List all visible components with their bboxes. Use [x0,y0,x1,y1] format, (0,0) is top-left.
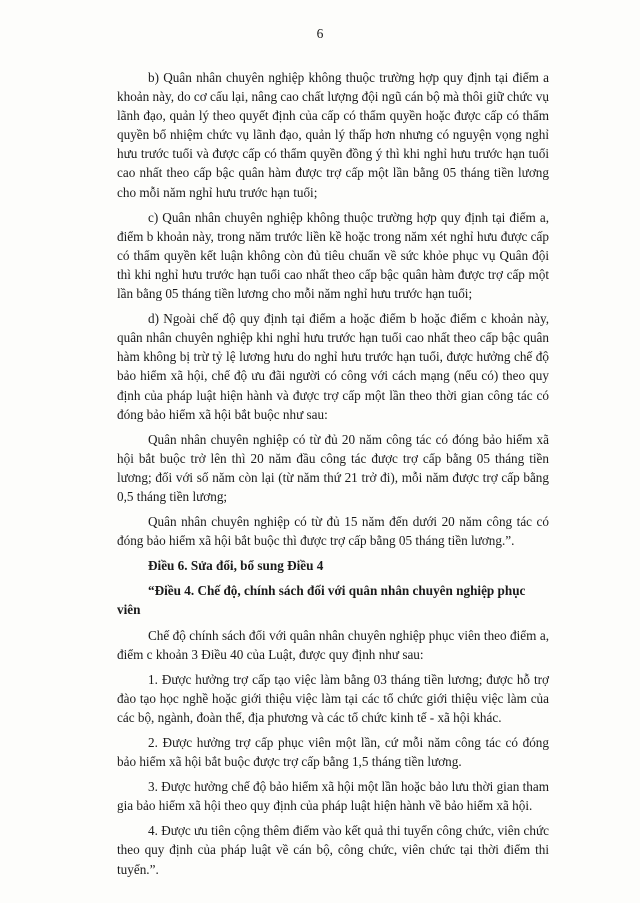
article-4-heading: “Điều 4. Chế độ, chính sách đối với quân nhân chuyên nghiệp phục viên [117,583,526,618]
paragraph-d: d) Ngoài chế độ quy định tại điểm a hoặc điểm b hoặc điểm c khoản này, quân nhân chuyên nghiệp khi nghỉ hưu trước hạn tuổi cao nhất theo cấp bậc quân hàm không bị trừ tỷ lệ lương hưu do nghỉ hưu trước hạn tuổi, được hưởng chế độ bảo hiểm xã hội, chế độ ưu đãi người có công với cách mạng (nếu có) theo quy định của pháp luật hiện hành và được trợ cấp một lần theo thời gian công tác có đóng bảo hiểm xã hội bắt buộc như sau: [117,311,549,422]
article-4-item-1: 1. Được hưởng trợ cấp tạo việc làm bằng 03 tháng tiền lương; được hỗ trợ đào tạo học nghề hoặc giới thiệu việc làm tại các tổ chức giới thiệu việc làm của các bộ, ngành, đoàn thể, địa phương và các tổ chức kinh tế - xã hội khác. [117,671,549,725]
article-4-item-3: 3. Được hưởng chế độ bảo hiểm xã hội một lần hoặc bảo lưu thời gian tham gia bảo hiểm xã hội theo quy định của pháp luật hiện hành về bảo hiểm xã hội. [117,779,549,814]
article-6-heading: Điều 6. Sửa đổi, bổ sung Điều 4 [148,558,324,574]
paragraph-b: b) Quân nhân chuyên nghiệp không thuộc trường hợp quy định tại điểm a khoản này, do cơ cấu lại, nâng cao chất lượng đội ngũ cán bộ mà thôi giữ chức vụ lãnh đạo, quản lý theo quyết định của cấp có thẩm quyền hoặc được cấp có thẩm quyền bổ nhiệm chức vụ lãnh đạo, quản lý thấp hơn nhưng có nguyện vọng nghỉ hưu trước tuổi và được cấp có thẩm quyền đồng ý thì khi nghỉ hưu trước hạn tuổi cao nhất theo cấp bậc quân hàm được trợ cấp một lần bằng 05 tháng tiền lương cho mỗi năm nghỉ hưu trước hạn tuổi; [117,70,549,200]
article-4-intro: Chế độ chính sách đối với quân nhân chuyên nghiệp phục viên theo điểm a, điểm c khoản 3 Điều 40 của Luật, được quy định như sau: [117,627,549,662]
page-number: 6 [316,26,324,41]
paragraph-d-sub-2: Quân nhân chuyên nghiệp có từ đủ 15 năm đến dưới 20 năm công tác có đóng bảo hiểm xã hội bắt buộc thì được trợ cấp bằng 05 tháng tiền lương.”. [117,514,549,549]
article-4-item-2: 2. Được hưởng trợ cấp phục viên một lần, cứ mỗi năm công tác có đóng bảo hiểm xã hội bắt buộc được trợ cấp bằng 1,5 tháng tiền lương. [117,735,549,770]
paragraph-c: c) Quân nhân chuyên nghiệp không thuộc trường hợp quy định tại điểm a, điểm b khoản này, trong năm trước liền kề hoặc trong năm xét nghỉ hưu được cấp có thẩm quyền kết luận không còn đủ tiêu chuẩn về sức khỏe phục vụ Quân đội thì khi nghỉ hưu trước hạn tuổi cao nhất theo cấp bậc quân hàm được trợ cấp một lần bằng 05 tháng tiền lương cho mỗi năm nghỉ hưu trước hạn tuổi; [117,209,549,302]
article-4-item-4: 4. Được ưu tiên cộng thêm điểm vào kết quả thi tuyển công chức, viên chức theo quy định của pháp luật về cán bộ, công chức, viên chức tại thời điểm thi tuyển.”. [117,823,549,877]
paragraph-d-sub-1: Quân nhân chuyên nghiệp có từ đủ 20 năm công tác có đóng bảo hiểm xã hội bắt buộc trở lên thì 20 năm đầu công tác được trợ cấp bằng 05 tháng tiền lương; đối với số năm còn lại (từ năm thứ 21 trở đi), mỗi năm được trợ cấp bằng 0,5 tháng tiền lương; [117,431,549,504]
document-body [117,68,549,885]
